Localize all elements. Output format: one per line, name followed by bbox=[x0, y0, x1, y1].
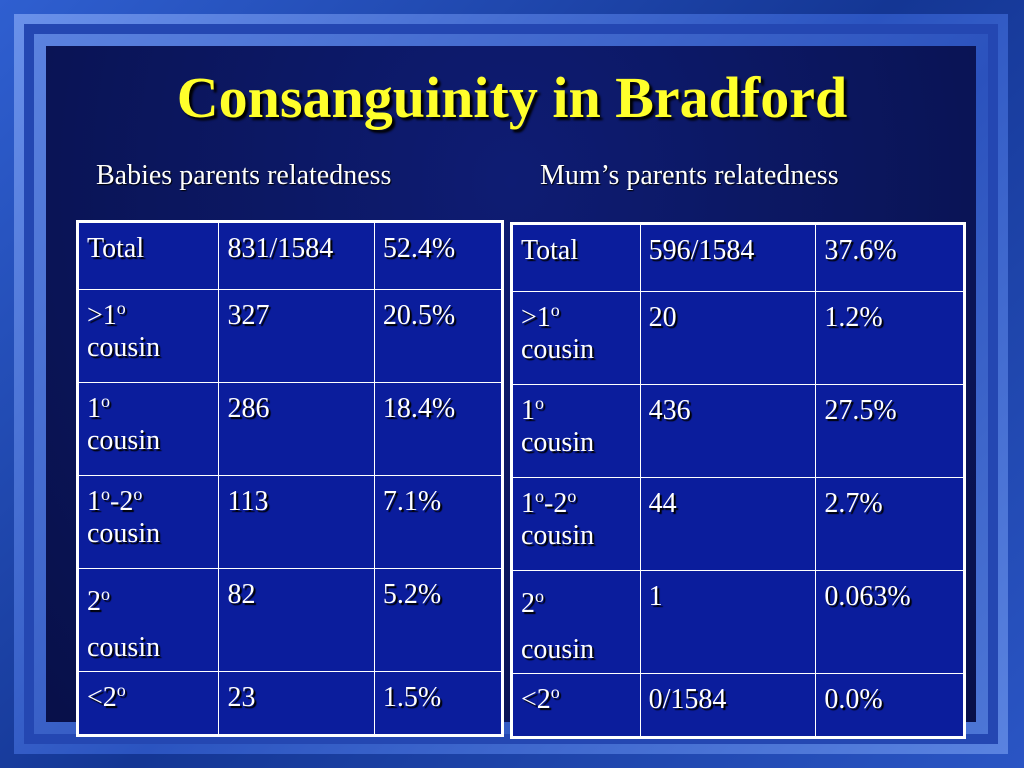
table-row bbox=[78, 290, 503, 383]
table-row bbox=[512, 571, 965, 674]
row-count: 82 bbox=[219, 569, 374, 672]
row-percent: 20.5% bbox=[374, 290, 502, 383]
table-row bbox=[78, 569, 503, 672]
row-label: 1$^o$ cousin bbox=[512, 385, 641, 478]
row-label: 1$^o$-2$^o$ cousin bbox=[512, 478, 641, 571]
row-label: $>1^o$ cousin bbox=[512, 292, 641, 385]
row-label: $<2^o$ bbox=[78, 672, 219, 736]
row-count: 1 bbox=[640, 571, 816, 674]
row-percent: 18.4% bbox=[374, 383, 502, 476]
mums-relatedness-table bbox=[510, 222, 966, 739]
row-percent: 52.4% bbox=[374, 222, 502, 290]
table-row bbox=[78, 476, 503, 569]
row-count: 436 bbox=[640, 385, 816, 478]
table-row bbox=[78, 383, 503, 476]
row-percent: 0.063% bbox=[816, 571, 965, 674]
row-percent: 5.2% bbox=[374, 569, 502, 672]
mums-table-heading: Mum’s parents relatedness bbox=[540, 160, 839, 191]
row-label: 1$^o$ cousin bbox=[78, 383, 219, 476]
babies-relatedness-table bbox=[76, 220, 504, 737]
row-label: 2$^o$ cousin bbox=[512, 571, 641, 674]
row-percent: 2.7% bbox=[816, 478, 965, 571]
row-count: 44 bbox=[640, 478, 816, 571]
table-row bbox=[512, 292, 965, 385]
row-count: 831/1584 bbox=[219, 222, 374, 290]
row-label: $<2^o$ bbox=[512, 674, 641, 738]
row-count: 23 bbox=[219, 672, 374, 736]
row-label: $>1^o$ cousin bbox=[78, 290, 219, 383]
babies-table-heading: Babies parents relatedness bbox=[96, 160, 392, 191]
row-label: Total bbox=[78, 222, 219, 290]
row-percent: 1.5% bbox=[374, 672, 502, 736]
row-label: 1$^o$-2$^o$ cousin bbox=[78, 476, 219, 569]
slide-title: Consanguinity in Bradford bbox=[176, 65, 848, 130]
row-label: 2$^o$ cousin bbox=[78, 569, 219, 672]
table-row bbox=[78, 222, 503, 290]
table-row bbox=[512, 674, 965, 738]
row-count: 327 bbox=[219, 290, 374, 383]
row-count: 20 bbox=[640, 292, 816, 385]
row-count: 286 bbox=[219, 383, 374, 476]
row-percent: 7.1% bbox=[374, 476, 502, 569]
table-row bbox=[78, 672, 503, 736]
table-row bbox=[512, 224, 965, 292]
row-percent: 27.5% bbox=[816, 385, 965, 478]
row-count: 0/1584 bbox=[640, 674, 816, 738]
row-count: 113 bbox=[219, 476, 374, 569]
row-label: Total bbox=[512, 224, 641, 292]
row-percent: 0.0% bbox=[816, 674, 965, 738]
row-count: 596/1584 bbox=[640, 224, 816, 292]
table-row bbox=[512, 385, 965, 478]
row-percent: 37.6% bbox=[816, 224, 965, 292]
table-row bbox=[512, 478, 965, 571]
row-percent: 1.2% bbox=[816, 292, 965, 385]
